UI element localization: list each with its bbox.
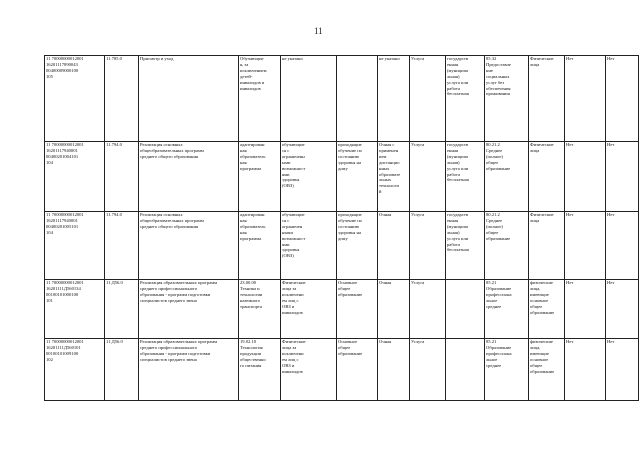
cell-text-line: Нет — [566, 280, 574, 285]
content-cell — [239, 142, 281, 212]
okved-name-cell — [485, 339, 529, 401]
code-line: 70000000012001 — [51, 56, 84, 61]
category-cell — [281, 142, 337, 212]
condition-cell — [337, 212, 378, 280]
cell-text-line: Очная — [379, 280, 392, 285]
cell-text-line: Очная — [379, 212, 392, 217]
payment-cell — [446, 339, 485, 401]
cell-text-line: льное — [486, 297, 498, 303]
consumers-cell — [529, 280, 565, 339]
cell-text-line: 16201117940001 — [46, 147, 78, 153]
cell-text-line: образование — [486, 165, 511, 171]
cell-text-line: (муниципа — [447, 153, 469, 159]
okved-cell — [105, 212, 139, 280]
cell-text-line: Техника и — [240, 285, 260, 291]
cell-text-line: лица, — [530, 344, 541, 350]
cell-text-line: й — [379, 189, 382, 195]
cell-text-line: 70000000012001 — [51, 212, 84, 217]
category-cell — [281, 280, 337, 339]
cell-text-line: 70000000012001 — [51, 339, 84, 344]
cell-text-line: ями — [282, 241, 290, 247]
cell-text-line: 102 — [46, 356, 53, 362]
cell-text-line: Физические — [282, 339, 306, 344]
cell-text-line: Реализация образовательных программ — [140, 339, 218, 344]
okved-cell — [105, 56, 139, 142]
type-cell — [410, 56, 446, 142]
cell-text-line: ОВЗ и — [282, 362, 295, 368]
payment-cell — [446, 212, 485, 280]
cell-text-line: Нет — [607, 339, 615, 344]
cell-text-line: физические — [530, 339, 553, 344]
cell-text-line: Нет — [607, 280, 615, 285]
cell-text-line: Физические — [530, 212, 554, 217]
cell-text-line: Основное — [338, 280, 358, 285]
cell-text-line: общее — [530, 303, 543, 309]
cell-text-line: Нет — [566, 212, 574, 217]
cell-text-line: технологии — [240, 291, 263, 297]
cell-text-line: специалистов среднего звена — [140, 356, 197, 362]
table-row — [45, 56, 639, 142]
cell-text-line: 11.785.0 — [106, 56, 122, 61]
cell-text-line: Образование — [486, 344, 512, 350]
category-cell — [281, 212, 337, 280]
condition-cell — [337, 142, 378, 212]
cell-text-line: Нет — [607, 142, 615, 147]
cell-text-line: лица, — [530, 285, 541, 291]
cell-text-line: не указано — [379, 56, 400, 61]
table-row — [45, 339, 639, 401]
cell-text-line: имеющие — [530, 291, 549, 297]
service-name-cell — [139, 212, 239, 280]
cell-text-line: 70000000012001 — [51, 142, 84, 147]
cell-text-line: льная) — [447, 159, 460, 165]
cell-text-line: услуга или — [447, 235, 469, 241]
cell-text-line: общее — [486, 159, 499, 165]
cell-text-line: Среднее — [486, 147, 503, 153]
cell-text-line: общеобразовательных программ — [140, 147, 204, 153]
cell-text-line: 104 — [46, 159, 53, 165]
service-name-cell — [139, 280, 239, 339]
cell-text-line: ограниченн — [282, 153, 305, 159]
cell-text-line: общеобразовательных программ — [140, 217, 204, 223]
cell-text-line: 80.21.2 — [486, 212, 500, 217]
cell-text-line: технологи — [379, 183, 399, 189]
cell-text-line: Реализация основных — [140, 212, 183, 217]
cell-text-line: общее — [530, 362, 543, 368]
cell-text-line: образователь — [240, 153, 266, 159]
cell-text-line: работа — [447, 85, 461, 91]
cell-text-line: ОВЗ и — [282, 303, 295, 309]
cell-text-line: ние — [486, 67, 493, 73]
cell-text-line: Обучающие — [240, 56, 264, 61]
flag-cell — [565, 56, 606, 142]
cell-text-line: (муниципа — [447, 223, 469, 229]
cell-text-line: образование — [486, 235, 511, 241]
cell-text-line: образовате — [379, 171, 401, 177]
flag-cell — [565, 142, 606, 212]
cell-text-line: детей- — [240, 73, 253, 79]
registry-code-cell — [45, 339, 105, 401]
condition-cell — [337, 280, 378, 339]
cell-text-line: работа — [447, 171, 461, 177]
cell-text-line: применен — [379, 147, 399, 153]
payment-cell — [446, 280, 485, 339]
cell-text-line: не указано — [282, 56, 303, 61]
cell-text-line: основное — [530, 297, 549, 303]
type-cell — [410, 280, 446, 339]
cell-text-line: состоянию — [338, 153, 360, 159]
cell-text-line: инвалидов — [282, 309, 303, 315]
cell-text-line: енная — [447, 147, 459, 153]
cell-text-line: 11 — [46, 212, 51, 217]
cell-text-line: Присмотр и уход — [140, 56, 174, 61]
okved-name-cell — [485, 142, 529, 212]
cell-text-line: Физические — [282, 280, 306, 285]
cell-text-line: здоровья — [282, 177, 300, 183]
cell-text-line: лица за — [282, 285, 297, 291]
flag-cell — [565, 280, 606, 339]
cell-text-line: Реализация основных — [140, 142, 183, 147]
form-cell — [378, 339, 410, 401]
cell-text-line: Нет — [607, 56, 615, 61]
cell-text-line: 11.794.0 — [106, 142, 122, 147]
consumers-cell — [529, 339, 565, 401]
cell-text-line: Услуга — [411, 56, 425, 61]
consumers-cell — [529, 142, 565, 212]
cell-text-line: ями — [282, 171, 290, 177]
cell-text-line: 16201117940001 — [46, 217, 78, 223]
type-cell — [410, 142, 446, 212]
cell-text-line: (ОВЗ) — [282, 183, 294, 189]
cell-text-line: Услуга — [411, 212, 425, 217]
cell-text-line: 70000000012001 — [51, 280, 84, 285]
flag-cell — [606, 280, 639, 339]
okved-name-cell — [485, 56, 529, 142]
type-cell — [410, 212, 446, 280]
cell-text-line: (полное) — [486, 223, 503, 229]
content-cell — [239, 280, 281, 339]
cell-text-line: работа — [447, 241, 461, 247]
consumers-cell — [529, 212, 565, 280]
cell-text-line: адаптирован — [240, 142, 265, 147]
cell-text-line: нных — [379, 165, 390, 171]
cell-text-line: 104 — [46, 229, 53, 235]
cell-text-line: дому — [338, 165, 348, 171]
cell-text-line: Нет — [607, 212, 615, 217]
cell-text-line: исключени — [282, 291, 304, 297]
payment-cell — [446, 142, 485, 212]
cell-text-line: здоровья на — [338, 159, 361, 165]
cell-text-line: услуга или — [447, 165, 469, 171]
cell-text-line: образователь — [240, 223, 266, 229]
service-name-cell — [139, 56, 239, 142]
cell-text-line: здоровья на — [338, 229, 361, 235]
cell-text-line: государств — [447, 142, 469, 147]
cell-text-line: Основное — [338, 339, 358, 344]
cell-text-line: проходящие — [338, 142, 362, 147]
cell-text-line: Физические — [530, 56, 554, 61]
cell-text-line: Нет — [566, 56, 574, 61]
okved-cell — [105, 142, 139, 212]
type-cell — [410, 339, 446, 401]
content-cell — [239, 339, 281, 401]
content-cell — [239, 212, 281, 280]
cell-text-line: Реализация образовательных программ — [140, 280, 218, 285]
cell-text-line: ем лиц с — [282, 356, 299, 362]
cell-text-line: Услуга — [411, 280, 425, 285]
cell-text-line: Услуга — [411, 339, 425, 344]
form-cell — [378, 142, 410, 212]
cell-text-line: государств — [447, 212, 469, 217]
cell-text-line: 11 — [46, 280, 51, 285]
cell-text-line: 19.02.10 — [240, 339, 257, 344]
cell-text-line: го питания — [240, 362, 262, 368]
cell-text-line: ем лиц с — [282, 297, 299, 303]
cell-text-line: среднее — [486, 303, 502, 309]
cell-text-line: (ОВЗ) — [282, 253, 294, 259]
page-number: 11 — [314, 26, 323, 36]
code-line: 105 — [46, 73, 53, 79]
cell-text-line: ная — [240, 229, 247, 235]
cell-text-line: услуга или — [447, 79, 469, 85]
cell-text-line: 11 — [46, 339, 51, 344]
cell-text-line: енная — [447, 217, 459, 223]
cell-text-line: ная — [240, 147, 247, 153]
cell-text-line: профессиона — [486, 350, 512, 356]
cell-text-line: общественно — [240, 356, 266, 362]
cell-text-line: продукции — [240, 350, 262, 356]
cell-text-line: Физические — [530, 142, 554, 147]
cell-text-line: 16201111Д560134 — [46, 285, 81, 291]
cell-text-line: (муниципа — [447, 67, 469, 73]
cell-text-line: обеспечения — [486, 85, 511, 91]
cell-text-line: 11 — [46, 142, 51, 147]
cell-text-line: имеющие — [530, 350, 549, 356]
consumers-cell — [529, 56, 565, 142]
cell-text-line: ием — [379, 153, 387, 159]
cell-text-line: возможност — [282, 165, 306, 171]
payment-cell — [446, 56, 485, 142]
row-number: 11 — [46, 56, 51, 61]
cell-text-line: 85.32 — [486, 56, 497, 61]
cell-text-line: основное — [530, 356, 549, 362]
cell-text-line: обучающие — [282, 212, 305, 217]
cell-text-line: 16201111Д560101 — [46, 344, 81, 350]
cell-text-line: общее — [338, 344, 351, 350]
cell-text-line: лица — [530, 61, 540, 67]
form-cell — [378, 212, 410, 280]
cell-text-line: 00100101009100 — [46, 350, 79, 356]
flag-cell — [606, 142, 639, 212]
cell-text-line: лица за — [282, 344, 297, 350]
cell-text-line: образование — [530, 368, 555, 374]
cell-text-line: ограничен — [282, 223, 303, 229]
cell-text-line: среднего общего образования — [140, 223, 199, 229]
registry-code-cell — [45, 56, 105, 142]
cell-text-line: здоровья — [282, 247, 300, 253]
table-row — [45, 212, 639, 280]
cell-text-line: льных — [379, 177, 392, 183]
code-line: 16201117890043 — [46, 61, 78, 67]
cell-text-line: 00100101000100 — [46, 291, 79, 297]
cell-text-line: среднего профессионального — [140, 285, 198, 291]
cell-text-line: транспорта — [240, 303, 262, 309]
cell-text-line: Очная — [379, 339, 392, 344]
cell-text-line: программа — [240, 235, 262, 241]
cell-text-line: Очная с — [379, 142, 395, 147]
okved-name-cell — [485, 280, 529, 339]
cell-text-line: специалистов среднего звена — [140, 297, 197, 303]
table-row — [45, 280, 639, 339]
cell-text-line: физические — [530, 280, 553, 285]
flag-cell — [565, 212, 606, 280]
services-table — [44, 55, 639, 401]
cell-text-line: ная — [240, 217, 247, 223]
cell-text-line: 00400201004101 — [46, 153, 79, 159]
code-line: 00400009000100 — [46, 67, 79, 73]
cell-text-line: 11.794.0 — [106, 212, 122, 217]
cell-text-line: ная — [240, 159, 247, 165]
cell-text-line: обучение по — [338, 217, 362, 223]
category-cell — [281, 339, 337, 401]
cell-text-line: профессиона — [486, 291, 512, 297]
cell-text-line: обучение по — [338, 147, 362, 153]
cell-text-line: среднее — [486, 362, 502, 368]
cell-text-line: общее — [486, 229, 499, 235]
cell-text-line: 101 — [46, 297, 53, 303]
cell-text-line: адаптирован — [240, 212, 265, 217]
form-cell — [378, 56, 410, 142]
condition-cell — [337, 339, 378, 401]
cell-text-line: образование — [530, 309, 555, 315]
cell-text-line: проходящие — [338, 212, 362, 217]
cell-text-line: проживания — [486, 91, 510, 97]
cell-text-line: 80.21.2 — [486, 142, 500, 147]
cell-text-line: государств — [447, 56, 469, 61]
cell-text-line: льная) — [447, 73, 460, 79]
registry-code-cell — [45, 142, 105, 212]
condition-cell — [337, 56, 378, 142]
cell-text-line: образования - программ подготовки — [140, 291, 211, 297]
cell-text-line: наземного — [240, 297, 261, 303]
cell-text-line: инвалидов — [240, 85, 261, 91]
cell-text-line: лица — [530, 147, 540, 153]
cell-text-line: Технология — [240, 344, 263, 350]
cell-text-line: я, за — [240, 61, 249, 67]
cell-text-line: Образование — [486, 285, 512, 291]
cell-text-line: дистанцио — [379, 159, 400, 165]
cell-text-line: Нет — [566, 142, 574, 147]
cell-text-line: Предоставле — [486, 61, 511, 67]
cell-text-line: Услуга — [411, 142, 425, 147]
cell-text-line: общее — [338, 285, 351, 291]
cell-text-line: Среднее — [486, 217, 503, 223]
cell-text-line: ными — [282, 229, 293, 235]
okved-cell — [105, 280, 139, 339]
table-row — [45, 142, 639, 212]
okved-cell — [105, 339, 139, 401]
cell-text-line: 00400201005101 — [46, 223, 79, 229]
registry-code-cell — [45, 280, 105, 339]
cell-text-line: инвалидов и — [240, 79, 265, 85]
cell-text-line: Нет — [566, 339, 574, 344]
cell-text-line: образование — [338, 291, 363, 297]
cell-text-line: ся с — [282, 147, 290, 153]
content-cell — [239, 56, 281, 142]
cell-text-line: среднего общего образования — [140, 153, 199, 159]
service-name-cell — [139, 339, 239, 401]
cell-text-line: льное — [486, 356, 498, 362]
cell-text-line: исключением — [240, 67, 267, 73]
cell-text-line: возможност — [282, 235, 306, 241]
cell-text-line: социальных — [486, 73, 510, 79]
cell-text-line: услуг без — [486, 79, 505, 85]
cell-text-line: программа — [240, 165, 262, 171]
form-cell — [378, 280, 410, 339]
cell-text-line: лица — [530, 217, 540, 223]
cell-text-line: ыми — [282, 159, 291, 165]
flag-cell — [606, 212, 639, 280]
cell-text-line: бесплатная — [447, 91, 469, 97]
okved-name-cell — [485, 212, 529, 280]
cell-text-line: 85.21 — [486, 339, 497, 344]
flag-cell — [606, 56, 639, 142]
cell-text-line: 11.Д56.0 — [106, 339, 123, 344]
cell-text-line: бесплатная — [447, 177, 469, 183]
cell-text-line: образование — [338, 350, 363, 356]
cell-text-line: инвалидов — [282, 368, 303, 374]
cell-text-line: 23.00.00 — [240, 280, 257, 285]
category-cell — [281, 56, 337, 142]
cell-text-line: исключени — [282, 350, 304, 356]
cell-text-line: 85.21 — [486, 280, 497, 285]
cell-text-line: среднего профессионального — [140, 344, 198, 350]
flag-cell — [565, 339, 606, 401]
cell-text-line: образования - программ подготовки — [140, 350, 211, 356]
cell-text-line: (полное) — [486, 153, 503, 159]
service-name-cell — [139, 142, 239, 212]
flag-cell — [606, 339, 639, 401]
cell-text-line: ся с — [282, 217, 290, 223]
cell-text-line: бесплатная — [447, 247, 469, 253]
cell-text-line: дому — [338, 235, 348, 241]
cell-text-line: льная) — [447, 229, 460, 235]
cell-text-line: состоянию — [338, 223, 360, 229]
cell-text-line: обучающие — [282, 142, 305, 147]
cell-text-line: 11.Д56.0 — [106, 280, 123, 285]
cell-text-line: енная — [447, 61, 459, 67]
registry-code-cell — [45, 212, 105, 280]
